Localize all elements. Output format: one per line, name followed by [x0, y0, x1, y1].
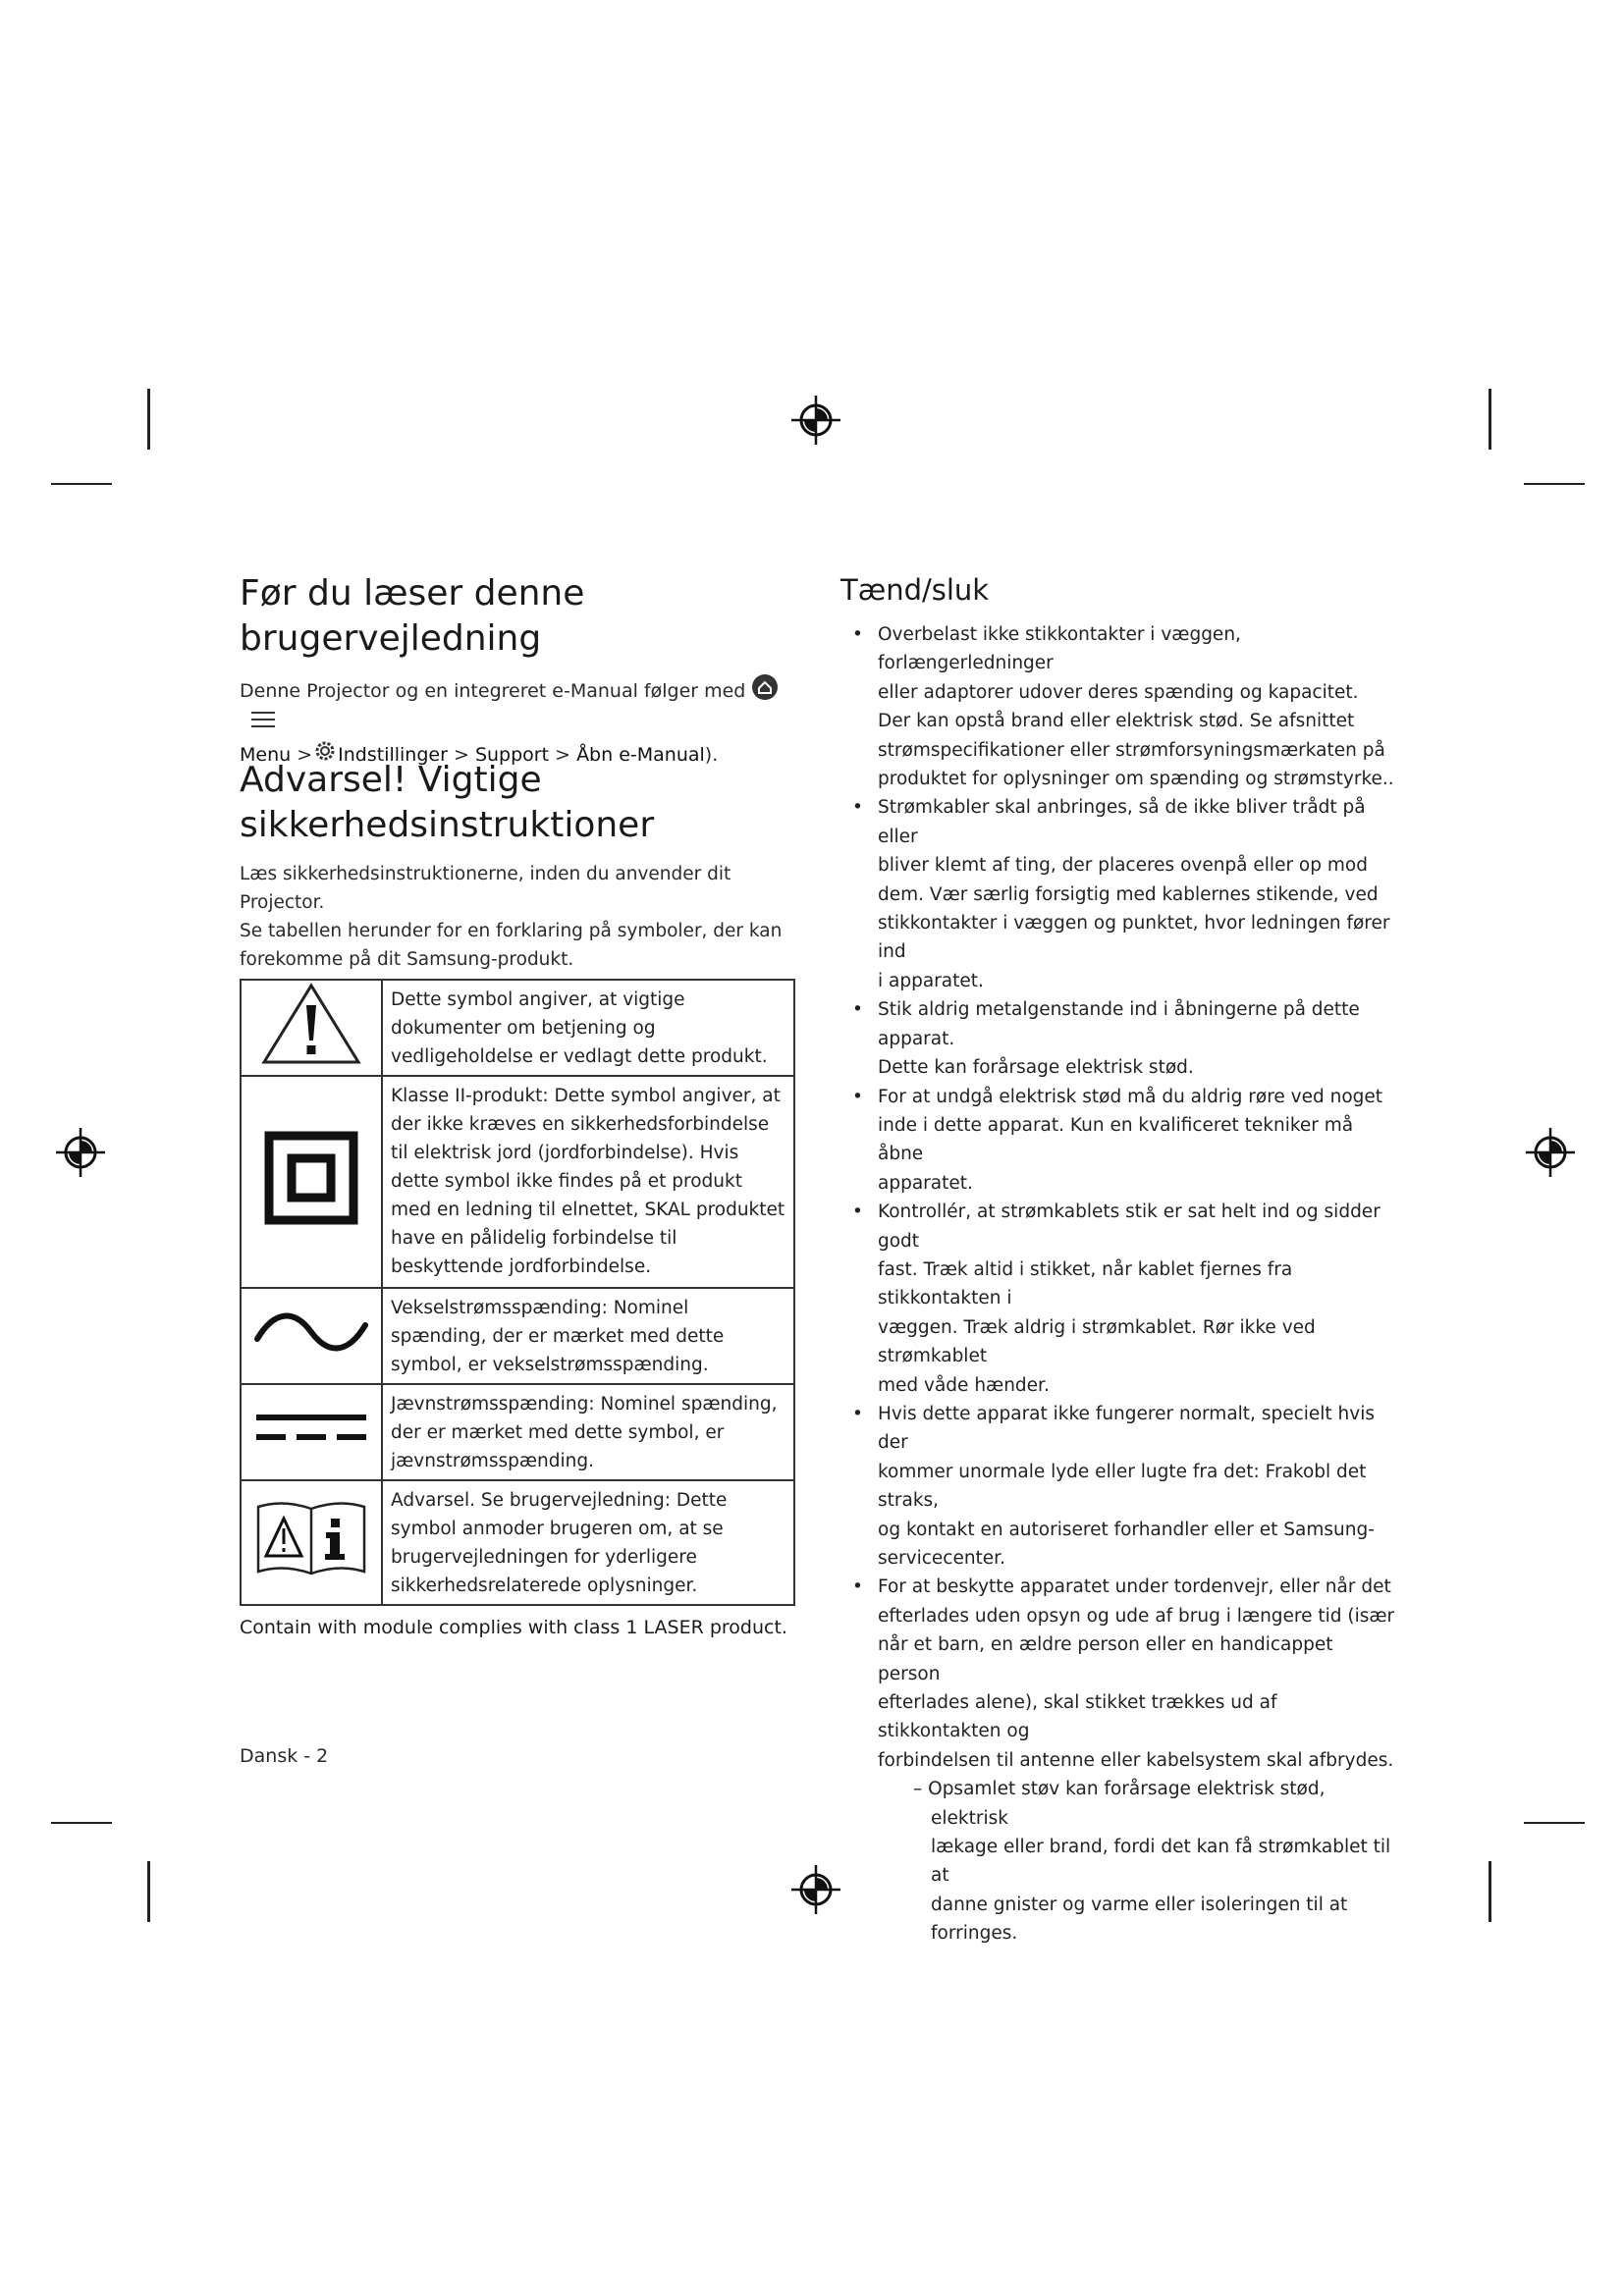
list-item-line: Strømkabler skal anbringes, så de ikke bliver trådt på eller: [878, 797, 1366, 847]
path-separator: >: [555, 744, 571, 766]
symbol-description: Vekselstrømsspænding: Nominel spænding, der er mærket med dette symbol, er vekselstrømsspænding.: [382, 1288, 794, 1384]
list-item-line: stikkontakter i væggen og punktet, hvor ledningen fører ind: [878, 913, 1390, 963]
list-item-line: strømspecifikationer eller strømforsyningsmærkaten på: [878, 739, 1385, 761]
registration-crosshair-icon: [790, 1864, 841, 1915]
crop-mark-top-left-h: [51, 483, 112, 485]
crop-mark-bottom-right: [1489, 1861, 1491, 1922]
title-line-2: sikkerhedsinstruktioner: [240, 805, 655, 845]
symbol-cell: [241, 1384, 382, 1480]
safety-intro-line-3: forekomme på dit Samsung-produkt.: [240, 949, 574, 970]
laser-compliance-note: Contain with module complies with class 1 LASER product.: [240, 1617, 787, 1638]
list-item: [840, 995, 1400, 1082]
symbol-cell: [241, 980, 382, 1076]
list-item: [840, 1400, 1400, 1573]
table-row: [241, 1288, 794, 1384]
list-sub-item-line: – Opsamlet støv kan forårsage elektrisk stød, elektrisk: [913, 1779, 1326, 1829]
list-item-line: Stik aldrig metalgenstande ind i åbningerne på dette apparat.: [878, 999, 1360, 1049]
list-item-line: kommer unormale lyde eller lugte fra det: Frakobl det straks,: [878, 1461, 1367, 1512]
list-item-line: med våde hænder.: [878, 1374, 1050, 1396]
symbol-description: Dette symbol angiver, at vigtige dokumenter om betjening og vedligeholdelse er vedlagt dette produkt.: [382, 980, 794, 1076]
list-item-line: Hvis dette apparat ikke fungerer normalt, specielt hvis der: [878, 1403, 1375, 1454]
list-item-line: og kontakt en autoriseret forhandler eller et Samsung-: [878, 1519, 1375, 1540]
list-item-line: væggen. Træk aldrig i strømkablet. Rør ikke ved strømkablet: [878, 1316, 1316, 1367]
list-item-line: produktet for oplysninger om spænding og strømstyrke..: [878, 769, 1394, 790]
list-item-line: Kontrollér, at strømkablets stik er sat helt ind og sidder godt: [878, 1201, 1380, 1252]
list-item: [840, 620, 1400, 793]
list-item: [840, 1198, 1400, 1400]
list-item-line: forbindelsen til antenne eller kabelsystem skal afbrydes.: [878, 1749, 1394, 1771]
power-safety-list: [840, 620, 1400, 1949]
safety-intro-line-2: Se tabellen herunder for en forklaring på symboler, der kan: [240, 921, 783, 941]
table-row: [241, 1384, 794, 1480]
crop-mark-bottom-left: [147, 1861, 150, 1922]
list-item-line: For at beskytte apparatet under tordenvejr, eller når det: [878, 1576, 1391, 1598]
list-item-line: bliver klemt af ting, der placeres ovenpå eller op mod: [878, 855, 1368, 877]
ac-sine-wave-icon: [253, 1308, 369, 1357]
intro-prefix: Denne Projector og en integreret e-Manual følger med: [240, 680, 746, 702]
table-row: [241, 1076, 794, 1288]
section-title-power: Tænd/sluk: [840, 573, 990, 607]
path-separator: >: [297, 744, 313, 766]
list-item-line: når et barn, en ældre person eller en handicappet person: [878, 1634, 1333, 1684]
list-item-line: fast. Træk altid i stikket, når kablet fjernes fra stikkontakten i: [878, 1258, 1293, 1309]
class-ii-double-square-icon: [264, 1131, 358, 1225]
list-item: [840, 1573, 1400, 1775]
crop-mark-top-right: [1489, 389, 1491, 450]
registration-crosshair-icon: [55, 1127, 106, 1178]
list-item: [840, 1083, 1400, 1199]
list-sub-item-line: lækage eller brand, fordi det kan få strømkablet til at: [931, 1837, 1391, 1887]
title-line-1: Før du læser denne: [240, 573, 585, 614]
section-title-safety-instructions: [240, 758, 654, 848]
crop-mark-bottom-left-h: [51, 1822, 112, 1824]
crop-mark-top-right-h: [1524, 483, 1585, 485]
dc-voltage-icon: [254, 1407, 368, 1450]
path-settings: Indstillinger: [338, 744, 448, 766]
symbol-description: Jævnstrømsspænding: Nominel spænding, der er mærket med dette symbol, er jævnstrømsspænding.: [382, 1384, 794, 1480]
list-item-line: Overbelast ikke stikkontakter i væggen, forlængerledninger: [878, 624, 1241, 674]
list-item-line: inde i dette apparat. Kun en kvalificeret tekniker må åbne: [878, 1114, 1354, 1165]
page-footer: Dansk - 2: [240, 1745, 329, 1767]
list-item-line: dem. Vær særlig forsigtig med kablernes stikende, ved: [878, 883, 1379, 905]
path-separator: >: [453, 744, 469, 766]
list-sub-item: [840, 1775, 1400, 1948]
registration-crosshair-icon: [790, 395, 841, 446]
home-icon: [751, 673, 779, 710]
table-row: [241, 1480, 794, 1605]
safety-intro-line-1: Læs sikkerhedsinstruktionerne, inden du anvender dit Projector.: [240, 864, 731, 913]
path-menu: Menu: [240, 744, 292, 766]
safety-intro: [240, 860, 799, 974]
list-item-line: i apparatet.: [878, 970, 984, 991]
warning-triangle-icon: [260, 982, 362, 1066]
list-item-line: eller adaptorer udover deres spænding og kapacitet.: [878, 681, 1359, 703]
crop-mark-bottom-right-h: [1524, 1822, 1585, 1824]
list-item-line: servicecenter.: [878, 1548, 1005, 1569]
symbol-description: Klasse II-produkt: Dette symbol angiver, at der ikke kræves en sikkerhedsforbindelse til elektrisk jord (jordforbindelse). Hvis dette symbol ikke findes på et produkt med en ledning til elnettet, SKAL produktet have en pålidelig forbindelse til beskyttende jordforbindelse.: [382, 1076, 794, 1288]
list-item-line: For at undgå elektrisk stød må du aldrig røre ved noget: [878, 1086, 1383, 1107]
registration-crosshair-icon: [1525, 1127, 1576, 1178]
hamburger-menu-icon: [251, 710, 275, 738]
list-sub-item-line: danne gnister og varme eller isoleringen til at forringes.: [931, 1894, 1348, 1945]
intro-suffix: ).: [704, 744, 719, 766]
manual-info-warning-icon: [254, 1497, 368, 1579]
list-item: [840, 793, 1400, 995]
list-item-line: efterlades alene), skal stikket trækkes ud af stikkontakten og: [878, 1692, 1277, 1742]
list-item-line: efterlades uden opsyn og ude af brug i længere tid (især: [878, 1605, 1395, 1627]
symbol-cell: [241, 1288, 382, 1384]
list-item-line: Der kan opstå brand eller elektrisk stød. Se afsnittet: [878, 711, 1355, 732]
table-row: [241, 980, 794, 1076]
symbol-cell: [241, 1076, 382, 1288]
list-item-line: apparatet.: [878, 1172, 973, 1194]
path-support: Support: [474, 744, 550, 766]
section-title-before-reading: [240, 571, 584, 662]
path-open-emanual: Åbn e-Manual: [576, 744, 705, 766]
symbol-cell: [241, 1480, 382, 1605]
list-item-line: Dette kan forårsage elektrisk stød.: [878, 1057, 1194, 1079]
title-line-1: Advarsel! Vigtige: [240, 760, 542, 800]
crop-mark-top-left: [147, 389, 150, 450]
symbols-table: [240, 979, 795, 1606]
title-line-2: brugervejledning: [240, 618, 542, 659]
symbol-description: Advarsel. Se brugervejledning: Dette symbol anmoder brugeren om, at se brugervejledningen for yderligere sikkerhedsrelaterede oplysninger.: [382, 1480, 794, 1605]
